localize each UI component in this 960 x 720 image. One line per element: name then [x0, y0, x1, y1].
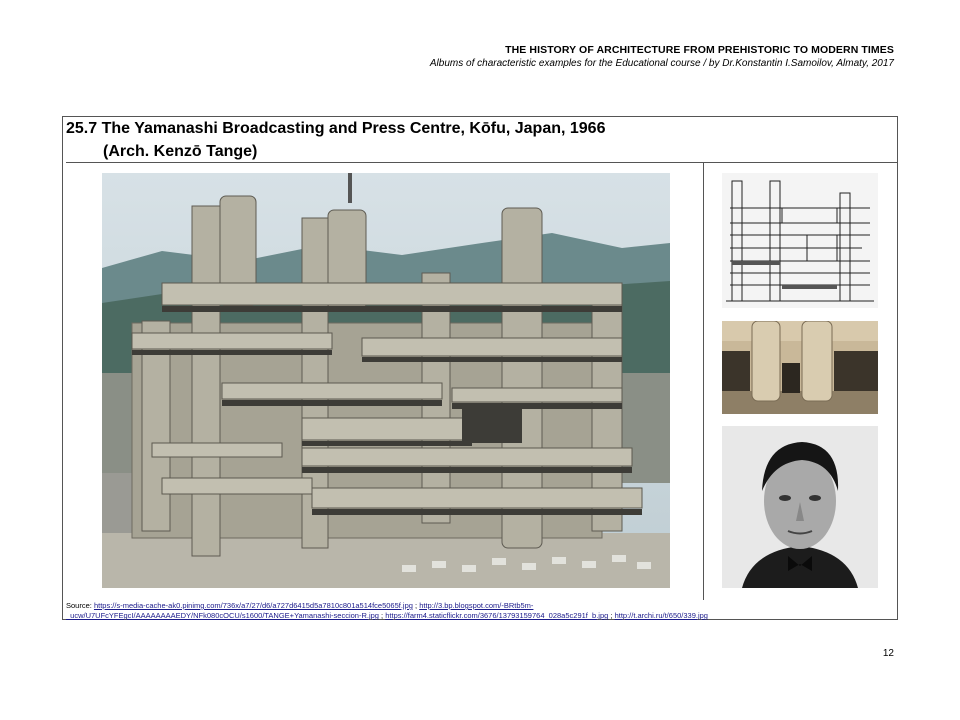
column-divider	[703, 162, 704, 600]
source-separator: ;	[378, 611, 386, 620]
entrance-photo	[722, 321, 878, 414]
course-title: THE HISTORY OF ARCHITECTURE FROM PREHISTORIC TO MODERN TIMES	[505, 44, 894, 56]
source-link-2[interactable]: http://3.bp.blogspot.com/-BRtb5m-	[419, 601, 534, 610]
building-photo	[102, 173, 670, 588]
title-divider	[66, 162, 898, 163]
source-separator: ;	[412, 601, 420, 610]
course-subtitle: Albums of characteristic examples for the Educational course / by Dr.Konstantin I.Samoilov, Almaty, 2017	[429, 58, 894, 69]
source-link-4[interactable]: https://farm4.staticflickr.com/3676/13793159764_028a5c291f_b.jpg	[385, 611, 609, 620]
source-link-3[interactable]: _ucw/U7UFcYFEgcI/AAAAAAAAEDY/NFk080cOCU/s1600/TANGE+Yamanashi-seccion-R.jpg	[66, 611, 379, 620]
architect-name: (Arch. Kenzō Tange)	[103, 143, 258, 160]
page-number: 12	[882, 648, 894, 659]
source-label: Source:	[66, 601, 92, 610]
source-link-5[interactable]: http://t.archi.ru/t/650/339.jpg	[614, 611, 708, 620]
architect-portrait	[722, 426, 878, 588]
source-credits	[66, 601, 896, 621]
source-line-2	[66, 611, 896, 621]
source-line-1	[66, 601, 896, 611]
section-drawing	[722, 173, 878, 308]
source-separator: ;	[608, 611, 615, 620]
slide-title: 25.7 The Yamanashi Broadcasting and Press Centre, Kōfu, Japan, 1966	[66, 120, 606, 137]
source-link-1[interactable]: https://s-media-cache-ak0.pinimg.com/736x/a7/27/d6/a727d6415d5a7810c801a514fce5065f.jpg	[93, 601, 413, 610]
